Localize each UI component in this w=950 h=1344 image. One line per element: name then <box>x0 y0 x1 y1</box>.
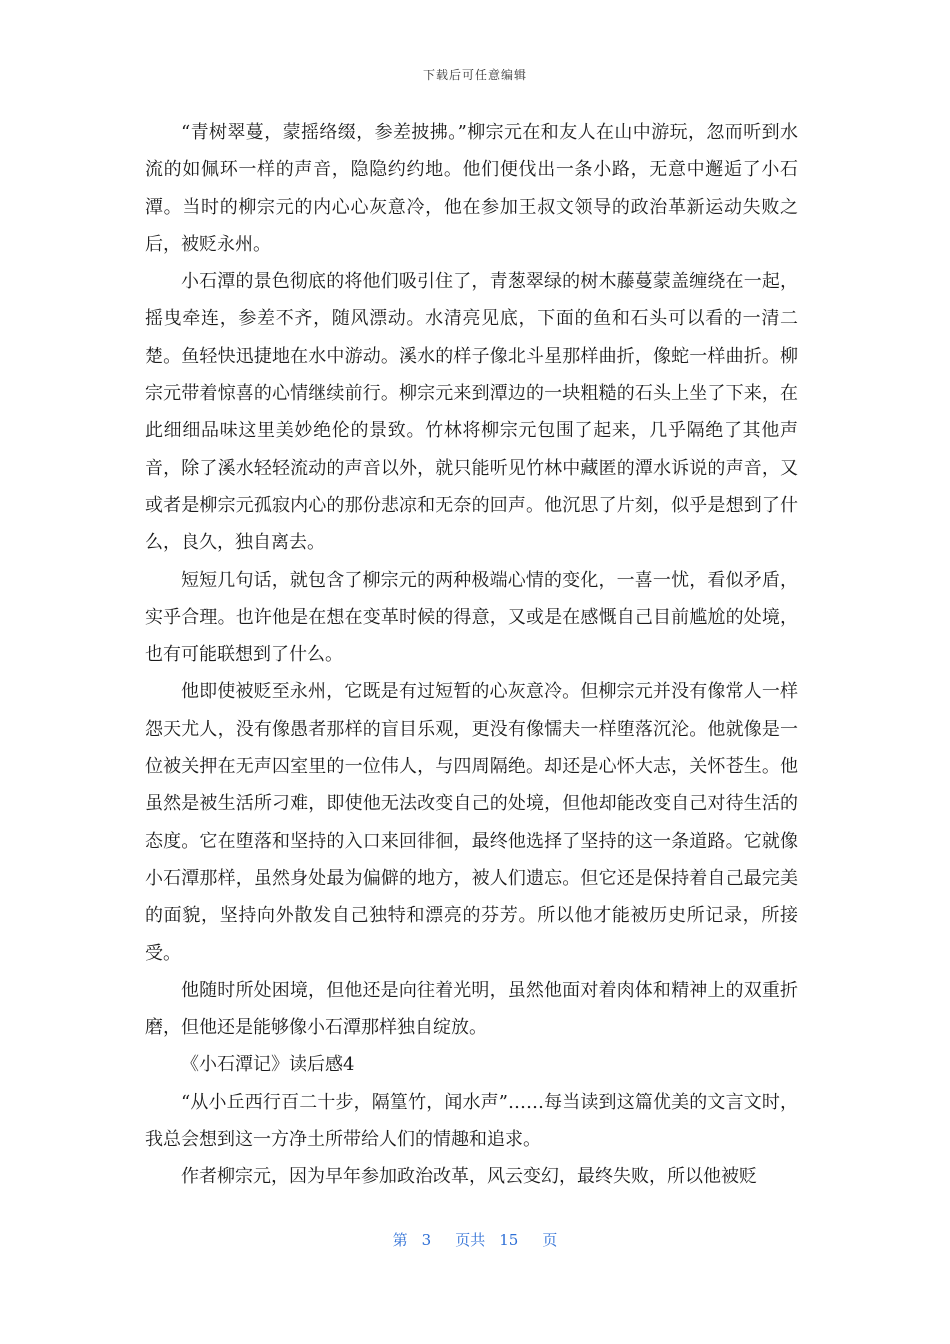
paragraph: 他随时所处困境，但他还是向往着光明，虽然他面对着肉体和精神上的双重折磨，但他还是能够像小石潭那样独自绽放。 <box>145 979 798 1039</box>
page-prefix: 第 <box>392 1231 408 1249</box>
paragraph: 作者柳宗元，因为早年参加政治改革，风云变幻，最终失败，所以他被贬 <box>181 1166 757 1188</box>
page-footer <box>0 1229 950 1250</box>
total-pages-number: 15 <box>499 1231 519 1249</box>
current-page-number: 3 <box>421 1231 432 1249</box>
paragraph: 小石潭的景色彻底的将他们吸引住了，青葱翠绿的树木藤蔓蒙盖缠绕在一起，摇曳牵连，参差不齐，随风漂动。水清亮见底，下面的鱼和石头可以看的一清二楚。鱼轻快迅捷地在水中游动。溪水的样子像北斗星那样曲折，像蛇一样曲折。柳宗元带着惊喜的心情继续前行。柳宗元来到潭边的一块粗糙的石头上坐了下来，在此细细品味这里美妙绝伦的景致。竹林将柳宗元包围了起来，几乎隔绝了其他声音，除了溪水轻轻流动的声音以外，就只能听见竹林中藏匿的潭水诉说的声音，又或者是柳宗元孤寂内心的那份悲凉和无奈的回声。他沉思了片刻，似乎是想到了什么，良久，独自离去。 <box>145 271 798 554</box>
page-middle: 页共 <box>455 1231 486 1249</box>
paragraph: 短短几句话，就包含了柳宗元的两种极端心情的变化，一喜一忧，看似矛盾，实乎合理。也许他是在想在变革时候的得意，又或是在感慨自己目前尴尬的处境，也有可能联想到了什么。 <box>145 569 798 666</box>
paragraph: 他即使被贬至永州，它既是有过短暂的心灰意冷。但柳宗元并没有像常人一样怨天尤人，没有像愚者那样的盲目乐观，更没有像懦夫一样堕落沉沦。他就像是一位被关押在无声囚室里的一位伟人，与四周隔绝。却还是心怀大志，关怀苍生。他虽然是被生活所刁难，即使他无法改变自己的处境，但他却能改变自己对待生活的态度。它在堕落和坚持的入口来回徘徊，最终他选择了坚持的这一条道路。它就像小石潭那样，虽然身处最为偏僻的地方，被人们遗忘。但它还是保持着自己最完美的面貌，坚持向外散发自己独特和漂亮的芬芳。所以他才能被历史所记录，所接受。 <box>145 681 798 964</box>
paragraph: “青树翠蔓，蒙摇络缀，参差披拂。”柳宗元在和友人在山中游玩，忽而听到水流的如佩环一样的声音，隐隐约约地。他们便伐出一条小路，无意中邂逅了小石潭。当时的柳宗元的内心心灰意冷，他在参加王叔文领导的政治革新运动失败之后，被贬永州。 <box>145 122 798 255</box>
document-body <box>145 114 798 1196</box>
paragraph: “从小丘西行百二十步，隔篁竹，闻水声”……每当读到这篇优美的文言文时，我总会想到这一方净土所带给人们的情趣和追求。 <box>145 1091 798 1151</box>
page-suffix: 页 <box>542 1231 558 1249</box>
header-note: 下载后可任意编辑 <box>422 68 527 82</box>
section-heading: 《小石潭记》读后感4 <box>181 1054 355 1076</box>
